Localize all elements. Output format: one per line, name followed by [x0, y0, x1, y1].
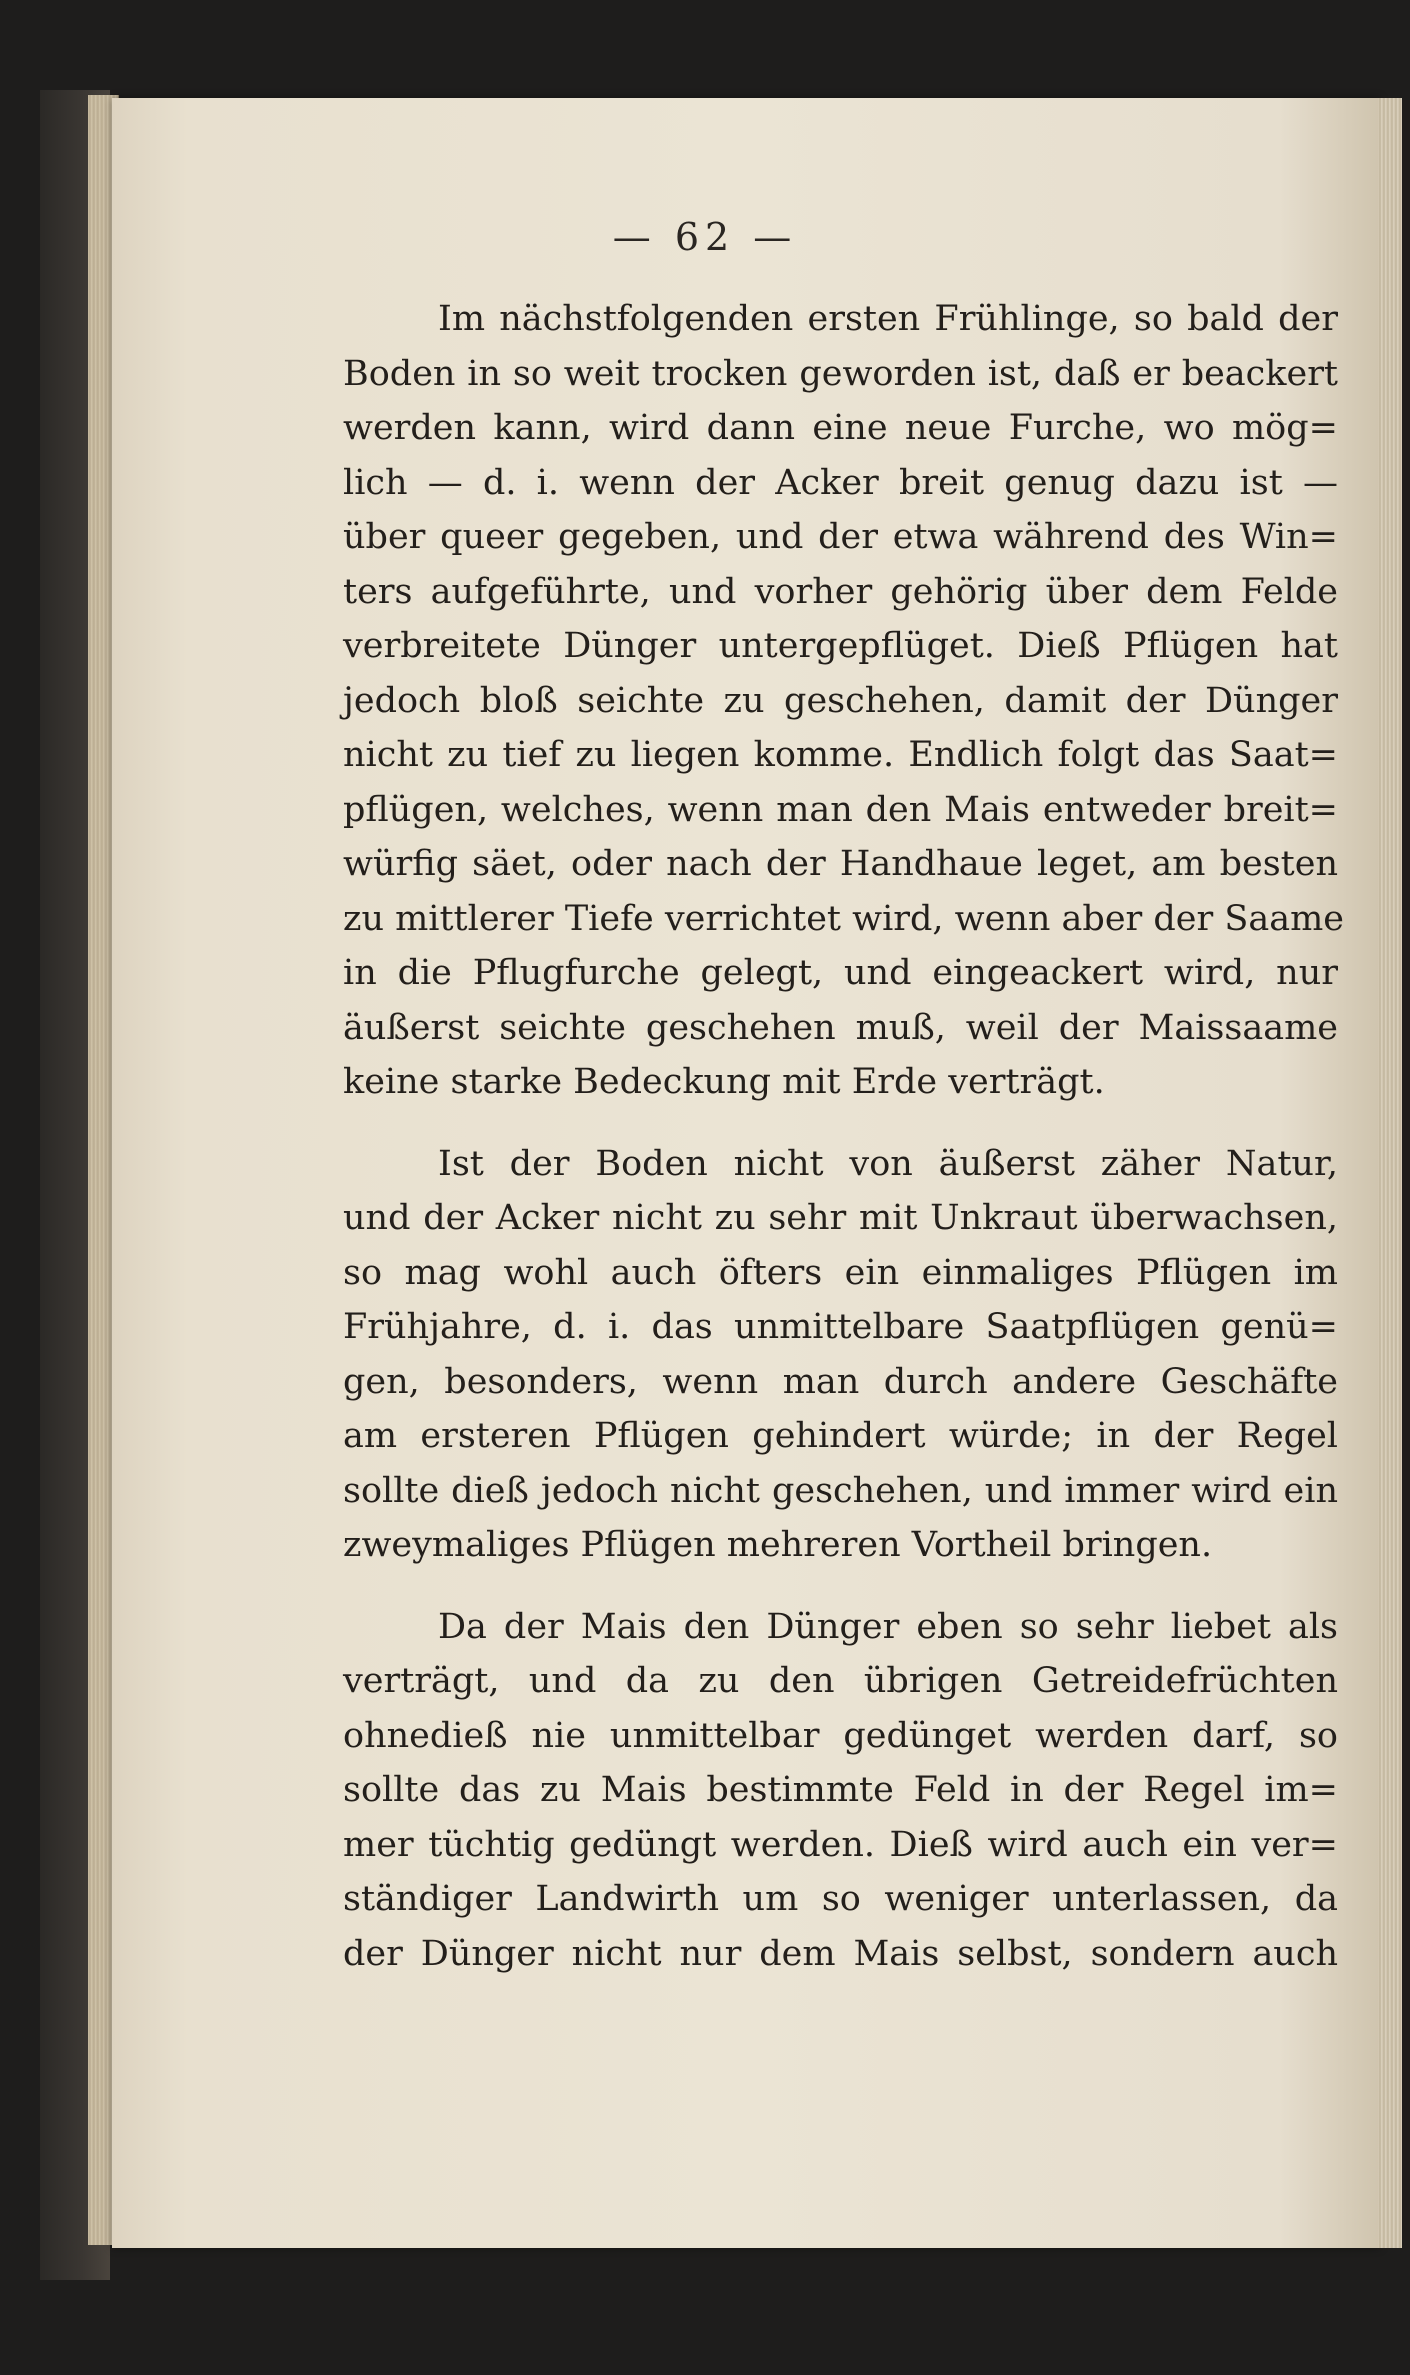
text-line: werden kann, wird dann eine neue Furche, wo mög= — [343, 408, 1338, 448]
text-line: zu mittlerer Tiefe verrichtet wird, wenn aber der Saame — [343, 898, 1344, 939]
text-line: sollte dieß jedoch nicht geschehen, und immer wird ein — [343, 1470, 1338, 1511]
text-line: der Dünger nicht nur dem Mais selbst, sondern auch — [343, 1933, 1338, 1974]
paragraph-1 — [343, 292, 1344, 1110]
page-number: — 62 — — [612, 215, 798, 259]
text-line: in die Pflugfurche gelegt, und eingeackert wird, nur — [343, 953, 1338, 993]
page-stack-edge-right — [1378, 98, 1402, 2248]
text-line: und der Acker nicht zu sehr mit Unkraut überwachsen, — [343, 1198, 1338, 1238]
text-line: Da der Mais den Dünger eben so sehr liebet als — [438, 1606, 1338, 1647]
text-line: über queer gegeben, und der etwa während des Win= — [343, 517, 1338, 557]
text-line: keine starke Bedeckung mit Erde verträgt. — [343, 1062, 1105, 1102]
body-text — [343, 292, 1344, 2008]
text-line: ohnedieß nie unmittelbar gedünget werden darf, so — [343, 1715, 1338, 1756]
text-line: verträgt, und da zu den übrigen Getreidefrüchten — [343, 1661, 1338, 1701]
text-line: Im nächstfolgenden ersten Frühlinge, so bald der — [438, 299, 1338, 339]
text-line: Ist der Boden nicht von äußerst zäher Natur, — [438, 1143, 1338, 1184]
text-line: am ersteren Pflügen gehindert würde; in der Regel — [343, 1416, 1338, 1456]
text-line: würfig säet, oder nach der Handhaue leget, am besten — [343, 844, 1338, 884]
text-line: mer tüchtig gedüngt werden. Dieß wird auch ein ver= — [343, 1824, 1338, 1865]
text-line: äußerst seichte geschehen muß, weil der Maissaame — [343, 1007, 1338, 1048]
text-line: Frühjahre, d. i. das unmittelbare Saatpflügen genü= — [343, 1307, 1338, 1347]
text-line: pflügen, welches, wenn man den Mais entweder breit= — [343, 789, 1338, 830]
text-line: lich — d. i. wenn der Acker breit genug dazu ist — — [343, 462, 1338, 503]
text-line: verbreitete Dünger untergepflüget. Dieß Pflügen hat — [343, 626, 1338, 666]
paragraph-3 — [343, 1600, 1338, 1982]
text-line: so mag wohl auch öfters ein einmaliges Pflügen im — [343, 1252, 1338, 1293]
text-line: nicht zu tief zu liegen komme. Endlich folgt das Saat= — [343, 735, 1338, 775]
text-line: jedoch bloß seichte zu geschehen, damit der Dünger — [343, 680, 1338, 721]
text-line: sollte das zu Mais bestimmte Feld in der Regel im= — [343, 1770, 1338, 1810]
text-line: Boden in so weit trocken geworden ist, daß er beackert — [343, 353, 1338, 394]
text-line: ständiger Landwirth um so weniger unterlassen, da — [343, 1879, 1338, 1919]
text-line: ters aufgeführte, und vorher gehörig über dem Felde — [343, 571, 1338, 612]
text-line: zweymaliges Pflügen mehreren Vortheil bringen. — [343, 1525, 1213, 1565]
paragraph-2 — [343, 1137, 1338, 1573]
text-line: gen, besonders, wenn man durch andere Geschäfte — [343, 1361, 1338, 1402]
